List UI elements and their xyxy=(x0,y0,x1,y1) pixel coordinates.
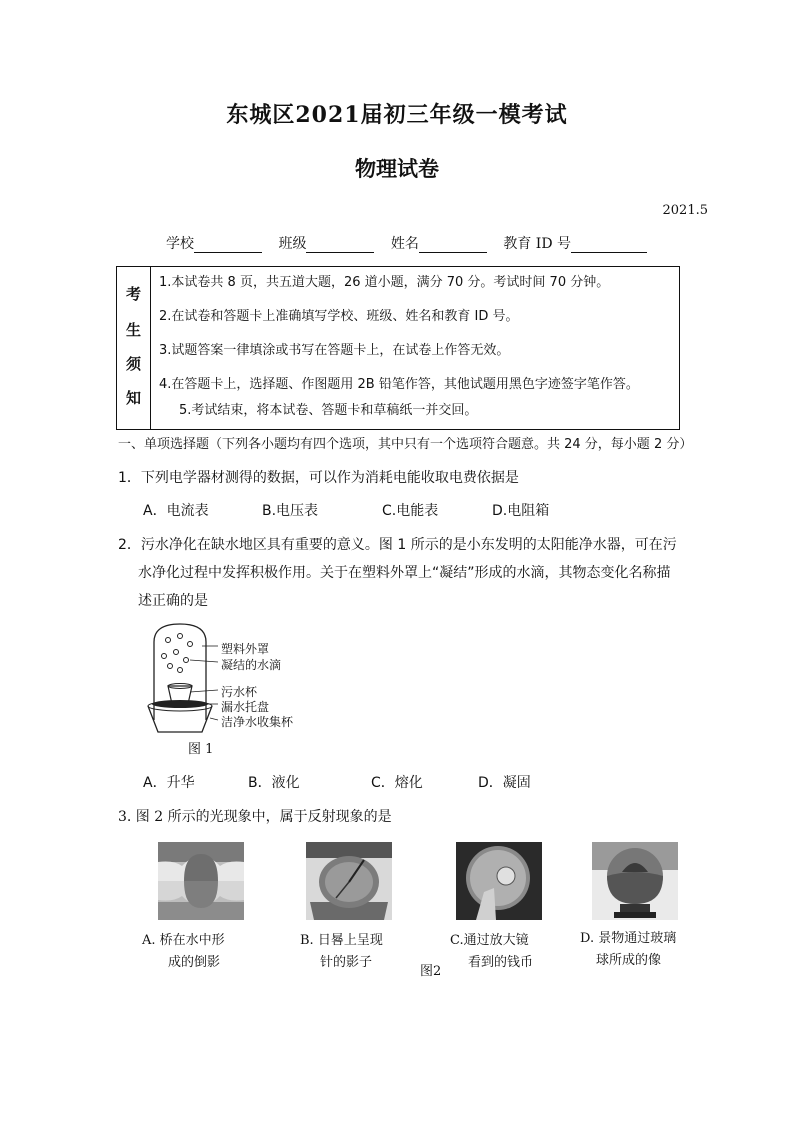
q1-option-d[interactable]: D.电阻箱 xyxy=(492,503,550,519)
notice-side-char: 考 xyxy=(125,285,141,303)
q3-option-c[interactable] xyxy=(450,930,560,974)
question-2-stem-line: 水净化过程中发挥积极作用。关于在塑料外罩上“凝结”形成的水滴，其物态变化名称描 xyxy=(138,565,671,581)
q3-option-a-line2: 成的倒影 xyxy=(168,955,221,970)
q2-option-b[interactable]: B．液化 xyxy=(248,775,300,791)
fig1-label-tray: 漏水托盘 xyxy=(221,700,270,714)
student-info-line xyxy=(166,233,659,253)
q2-option-c[interactable]: C．熔化 xyxy=(371,775,423,791)
exam-date: 2021.5 xyxy=(662,203,708,218)
field-name-label: 姓名 xyxy=(390,236,419,252)
sundial-photo xyxy=(306,842,392,920)
field-class-blank[interactable] xyxy=(306,238,374,253)
q3-option-d[interactable] xyxy=(580,928,700,972)
field-school-label: 学校 xyxy=(166,236,194,252)
q3-option-c-line2: 看到的钱币 xyxy=(468,955,534,970)
notice-item: 2.在试卷和答题卡上准确填写学校、班级、姓名和教育 ID 号。 xyxy=(159,309,519,324)
fig1-label-dirty-cup: 污水杯 xyxy=(221,685,258,699)
field-id-label: 教育 ID 号 xyxy=(503,236,572,252)
q1-option-c[interactable]: C.电能表 xyxy=(382,503,439,519)
fig1-label-cover: 塑料外罩 xyxy=(221,642,270,656)
question-2-stem-line: 2．污水净化在缺水地区具有重要的意义。图 1 所示的是小东发明的太阳能净水器，可在污 xyxy=(118,537,677,553)
fig1-label-droplets: 凝结的水滴 xyxy=(221,658,282,672)
q3-option-d-line1: D. 景物通过玻璃 xyxy=(580,931,677,946)
notice-item: 1.本试卷共 8 页，共五道大题，26 道小题，满分 70 分。考试时间 70 分钟。 xyxy=(159,275,610,290)
q3-option-b[interactable] xyxy=(300,930,410,974)
q2-option-d[interactable]: D．凝固 xyxy=(478,775,531,791)
q3-option-b-line2: 针的影子 xyxy=(320,955,373,970)
q3-option-a-line1: A. 桥在水中形 xyxy=(142,933,225,948)
field-name-blank[interactable] xyxy=(419,238,487,253)
notice-item: 3.试题答案一律填涂或书写在答题卡上，在试卷上作答无效。 xyxy=(159,343,510,358)
question-2-stem-line: 述正确的是 xyxy=(138,593,208,609)
notice-box xyxy=(116,266,680,430)
q3-option-c-line1: C.通过放大镜 xyxy=(450,933,529,948)
crystal-ball-photo xyxy=(592,842,678,920)
bridge-reflection-photo xyxy=(158,842,244,920)
notice-side-label xyxy=(117,267,151,429)
field-school-blank[interactable] xyxy=(194,238,262,253)
section-heading: 一、单项选择题（下列各小题均有四个选项，其中只有一个选项符合题意。共 24 分，每小题 2 分） xyxy=(118,437,693,452)
field-id-blank[interactable] xyxy=(571,238,647,253)
notice-side-char: 知 xyxy=(125,389,141,407)
notice-item: 4.在答题卡上，选择题、作图题用 2B 铅笔作答，其他试题用黑色字迹签字笔作答。 xyxy=(159,377,639,392)
question-3-stem: 3. 图 2 所示的光现象中，属于反射现象的是 xyxy=(118,809,392,825)
page-title: 东城区2021届初三年级一模考试 xyxy=(226,102,568,128)
field-class-label: 班级 xyxy=(278,236,307,252)
page-subtitle: 物理试卷 xyxy=(355,156,439,181)
q3-option-b-line1: B. 日晷上呈现 xyxy=(300,933,383,948)
notice-item: 5.考试结束，将本试卷、答题卡和草稿纸一并交回。 xyxy=(179,403,478,418)
question-1-stem: 1．下列电学器材测得的数据，可以作为消耗电能收取电费依据是 xyxy=(118,470,519,486)
notice-side-char: 生 xyxy=(125,321,141,339)
q1-option-b[interactable]: B.电压表 xyxy=(262,503,319,519)
q3-option-d-line2: 球所成的像 xyxy=(596,953,662,968)
fig1-label-clean-cup: 洁净水收集杯 xyxy=(221,715,294,729)
notice-side-char: 须 xyxy=(125,355,141,373)
figure-1-caption: 图 1 xyxy=(188,742,214,757)
q3-option-a[interactable] xyxy=(142,930,252,974)
q1-option-a[interactable]: A．电流表 xyxy=(143,503,209,519)
q2-option-a[interactable]: A．升华 xyxy=(143,775,195,791)
magnifier-coin-photo xyxy=(456,842,542,920)
figure-2-caption: 图2 xyxy=(420,964,442,979)
